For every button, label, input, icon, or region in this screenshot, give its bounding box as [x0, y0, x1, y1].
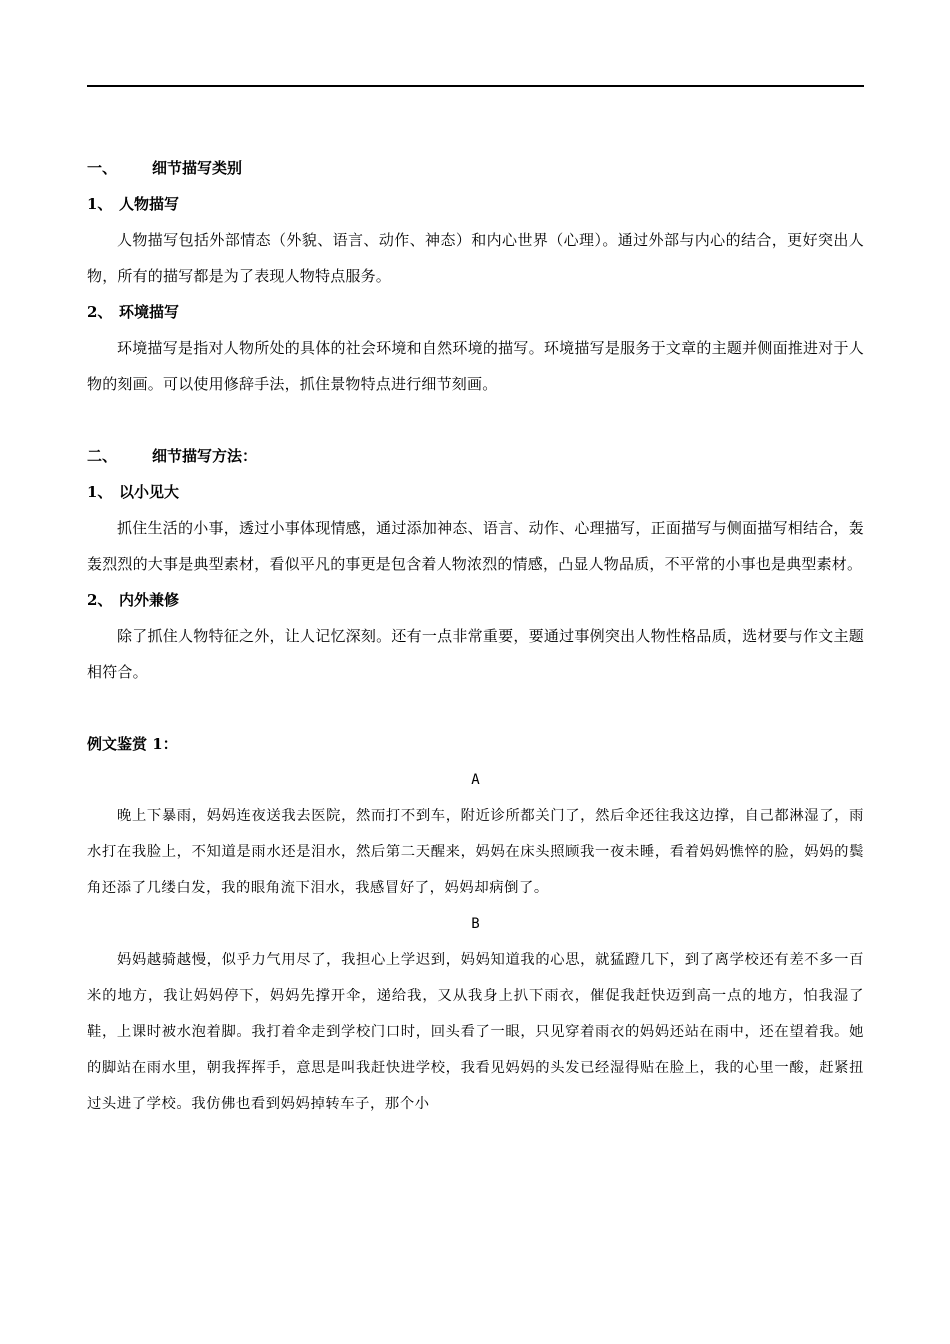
section-1-item-2-heading: [87, 294, 864, 330]
example-title: 例文鉴赏 1：: [87, 735, 178, 753]
section-2-item-2-title: 内外兼修: [119, 591, 180, 609]
section-2-item-1-text: 抓住生活的小事，透过小事体现情感，通过添加神态、语言、动作、心理描写，正面描写与侧面描写相结合，轰轰烈烈的大事是典型素材，看似平凡的事更是包含着人物浓烈的情感，凸显人物品质，不平常的小事也是典型素材。: [87, 519, 864, 573]
section-1-item-2-text: 环境描写是指对人物所处的具体的社会环境和自然环境的描写。环境描写是服务于文章的主题并侧面推进对于人物的刻画。可以使用修辞手法，抓住景物特点进行细节刻画。: [87, 339, 864, 393]
section-2-item-2-heading: [87, 582, 864, 618]
example-a-label: A: [471, 772, 480, 788]
section-1-item-1-text: 人物描写包括外部情态（外貌、语言、动作、神态）和内心世界（心理）。通过外部与内心的结合，更好突出人物，所有的描写都是为了表现人物特点服务。: [87, 231, 864, 285]
section-1-item-1-number: 1、: [87, 195, 113, 213]
section-1-item-2-title: 环境描写: [119, 303, 180, 321]
example-a-text: 晚上下暴雨，妈妈连夜送我去医院，然而打不到车，附近诊所都关门了，然后伞还往我这边撑，自己都淋湿了，雨水打在我脸上，不知道是雨水还是泪水，然后第二天醒来，妈妈在床头照顾我一夜未睡，看着妈妈憔悴的脸，妈妈的鬓角还添了几缕白发，我的眼角流下泪水，我感冒好了，妈妈却病倒了。: [87, 808, 864, 896]
section-1-item-2-number: 2、: [87, 303, 113, 321]
section-2-item-1-heading: [87, 474, 864, 510]
header-rule: [87, 85, 864, 87]
section-2-item-2-number: 2、: [87, 591, 113, 609]
example-b-label: B: [471, 916, 480, 932]
section-2-item-1-number: 1、: [87, 483, 113, 501]
section-2-number: 二、: [87, 447, 118, 465]
spacer: [87, 402, 864, 438]
section-2-heading: [87, 438, 864, 474]
section-1-number: 一、: [87, 159, 118, 177]
section-2-item-2-text: 除了抓住人物特征之外，让人记忆深刻。还有一点非常重要，要通过事例突出人物性格品质，选材要与作文主题相符合。: [87, 627, 864, 681]
document-body: [87, 150, 864, 1122]
section-2-title: 细节描写方法：: [152, 447, 258, 465]
section-1-title: 细节描写类别: [152, 159, 243, 177]
section-2-item-1-title: 以小见大: [119, 483, 180, 501]
example-b-text: 妈妈越骑越慢，似乎力气用尽了，我担心上学迟到，妈妈知道我的心思，就猛蹬几下，到了离学校还有差不多一百米的地方，我让妈妈停下，妈妈先撑开伞，递给我，又从我身上扒下雨衣，催促我赶快迈到高一点的地方，怕我湿了鞋，上课时被水泡着脚。我打着伞走到学校门口时，回头看了一眼，只见穿着雨衣的妈妈还站在雨中，还在望着我。她的脚站在雨水里，朝我挥挥手，意思是叫我赶快进学校，我看见妈妈的头发已经湿得贴在脸上，我的心里一酸，赶紧扭过头进了学校。我仿佛也看到妈妈掉转车子，那个小: [87, 952, 864, 1112]
section-1-item-1-title: 人物描写: [119, 195, 180, 213]
section-1-heading: [87, 150, 864, 186]
section-1-item-1-heading: [87, 186, 864, 222]
spacer: [87, 690, 864, 726]
